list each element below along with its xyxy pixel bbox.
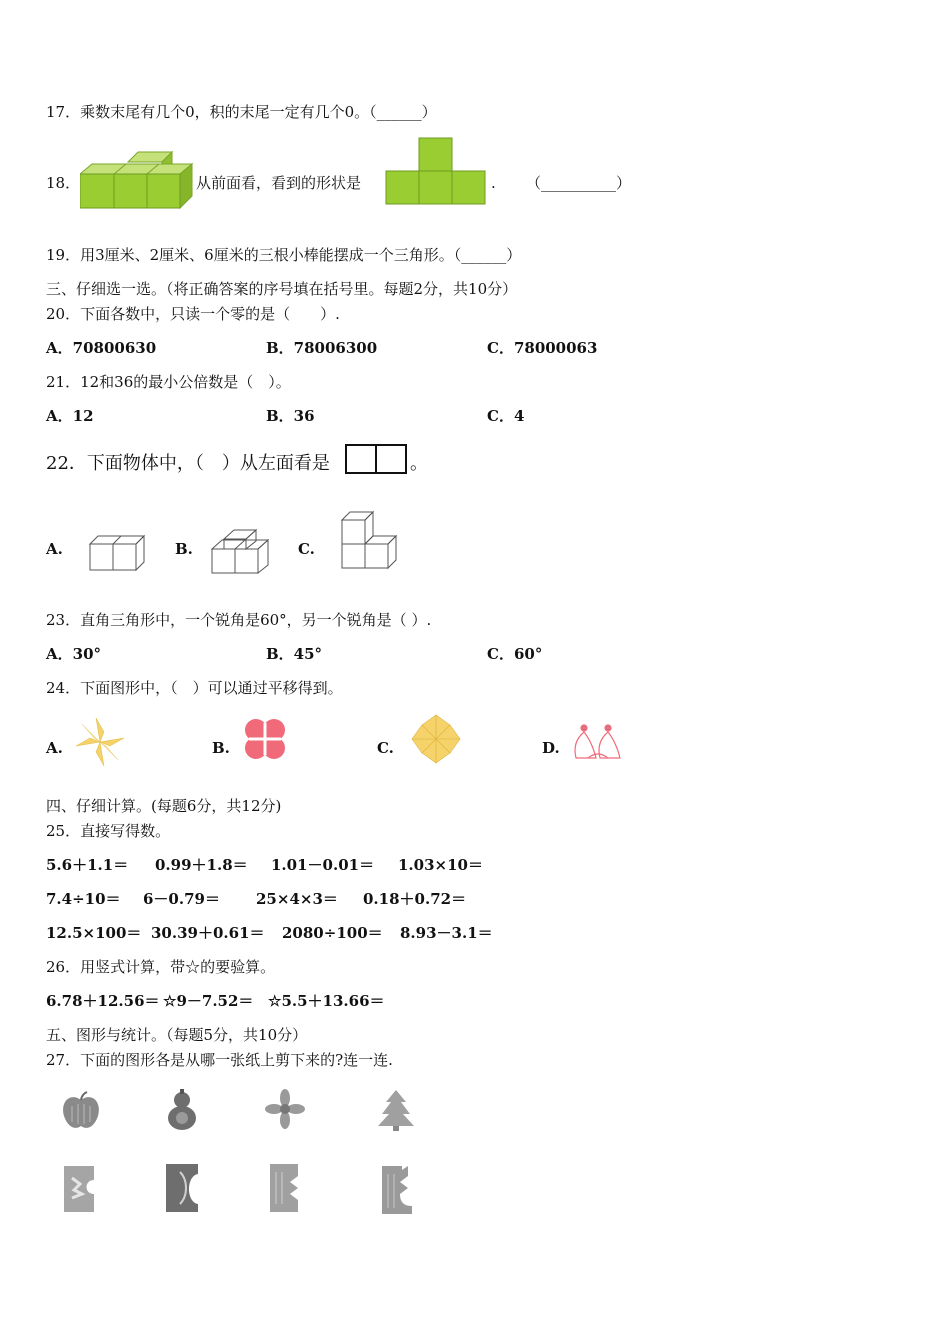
q23-option-c: C．60° — [487, 645, 543, 663]
q27-text: 27．下面的图形各是从哪一张纸上剪下来的?连一连. — [46, 1051, 393, 1069]
q18-cubes-figure — [80, 150, 194, 210]
q23-option-a: A．30° — [46, 645, 102, 663]
q26-text: 26．用竖式计算，带☆的要验算。 — [46, 958, 276, 976]
q25-text: 25．直接写得数。 — [46, 822, 171, 840]
q25-r2-c4: 0.18＋0.72＝ — [363, 890, 467, 908]
apple-shape — [60, 1090, 102, 1132]
q25-r3-c2: 30.39＋0.61＝ — [151, 924, 265, 942]
paper-sheet-1 — [62, 1164, 98, 1214]
q25-r3-c1: 12.5×100＝ — [46, 924, 142, 942]
q21-option-c: C．4 — [487, 407, 525, 425]
q18-answer-blank: （__________） — [526, 174, 632, 192]
q26-item-3: ☆5.5＋13.66＝ — [268, 992, 385, 1010]
q25-r1-c3: 1.01－0.01＝ — [271, 856, 375, 874]
tree-shape — [376, 1088, 416, 1132]
q18-dot: . — [491, 174, 496, 192]
flower-shape — [264, 1088, 306, 1130]
q25-r2-c2: 6－0.79＝ — [143, 890, 220, 908]
q24-label-b: B. — [212, 739, 230, 757]
q24-label-c: C. — [377, 739, 394, 757]
q26-item-1: 6.78＋12.56＝ — [46, 992, 160, 1010]
q26-item-2: ☆9－7.52＝ — [163, 992, 254, 1010]
paper-sheet-2 — [162, 1162, 202, 1214]
q24-flower-b — [240, 714, 290, 764]
q18-front-view-figure — [385, 137, 487, 205]
q22-object-a — [88, 534, 146, 572]
q23-text: 23．直角三角形中，一个锐角是60°，另一个锐角是（ ）. — [46, 611, 432, 629]
q24-pinwheel-a — [74, 716, 126, 768]
q21-option-a: A．12 — [46, 407, 94, 425]
q25-r2-c3: 25×4×3＝ — [256, 890, 338, 908]
q20-text: 20．下面各数中，只读一个零的是（ ）. — [46, 305, 340, 323]
q25-r2-c1: 7.4÷10＝ — [46, 890, 121, 908]
q24-label-d: D. — [542, 739, 560, 757]
paper-sheet-3 — [268, 1162, 302, 1214]
q17-text: 17．乘数末尾有几个0，积的末尾一定有几个0。（______） — [46, 103, 437, 121]
q22-left-view-figure — [345, 444, 407, 474]
q25-r3-c4: 8.93－3.1＝ — [400, 924, 493, 942]
q24-label-a: A. — [46, 739, 63, 757]
paper-sheet-4 — [380, 1162, 414, 1216]
q23-option-b: B．45° — [266, 645, 323, 663]
section4-heading: 四、仔细计算。(每题6分，共12分) — [46, 797, 282, 815]
q21-option-b: B．36 — [266, 407, 315, 425]
q25-r3-c3: 2080÷100＝ — [282, 924, 383, 942]
q25-r1-c4: 1.03×10＝ — [398, 856, 483, 874]
q22-text: 22．下面物体中，（ ）从左面看是 — [46, 453, 330, 474]
q19-text: 19．用3厘米、2厘米、6厘米的三根小棒能摆成一个三角形。（______） — [46, 246, 522, 264]
q22-label-a: A. — [46, 540, 63, 558]
q20-option-b: B．78006300 — [266, 339, 378, 357]
section3-heading: 三、仔细选一选。（将正确答案的序号填在括号里。每题2分，共10分） — [46, 280, 518, 298]
q24-figure-d — [570, 722, 626, 762]
section5-heading: 五、图形与统计。（每题5分，共10分） — [46, 1026, 308, 1044]
q24-pinwheel-c — [410, 713, 462, 765]
q22-label-b: B. — [175, 540, 193, 558]
q20-option-a: A．70800630 — [46, 339, 157, 357]
q20-option-c: C．78000063 — [487, 339, 598, 357]
q22-label-c: C. — [298, 540, 315, 558]
q22-end: 。 — [410, 453, 428, 474]
q22-object-c — [340, 510, 400, 578]
q18-text: 从前面看，看到的形状是 — [196, 174, 362, 192]
q25-r1-c2: 0.99＋1.8＝ — [155, 856, 248, 874]
q22-object-b — [210, 529, 270, 575]
q18-number: 18． — [46, 174, 81, 192]
q25-r1-c1: 5.6＋1.1＝ — [46, 856, 129, 874]
q24-text: 24．下面图形中，（ ）可以通过平移得到。 — [46, 679, 343, 697]
gourd-shape — [162, 1088, 202, 1132]
q21-text: 21．12和36的最小公倍数是（ ）。 — [46, 373, 291, 391]
